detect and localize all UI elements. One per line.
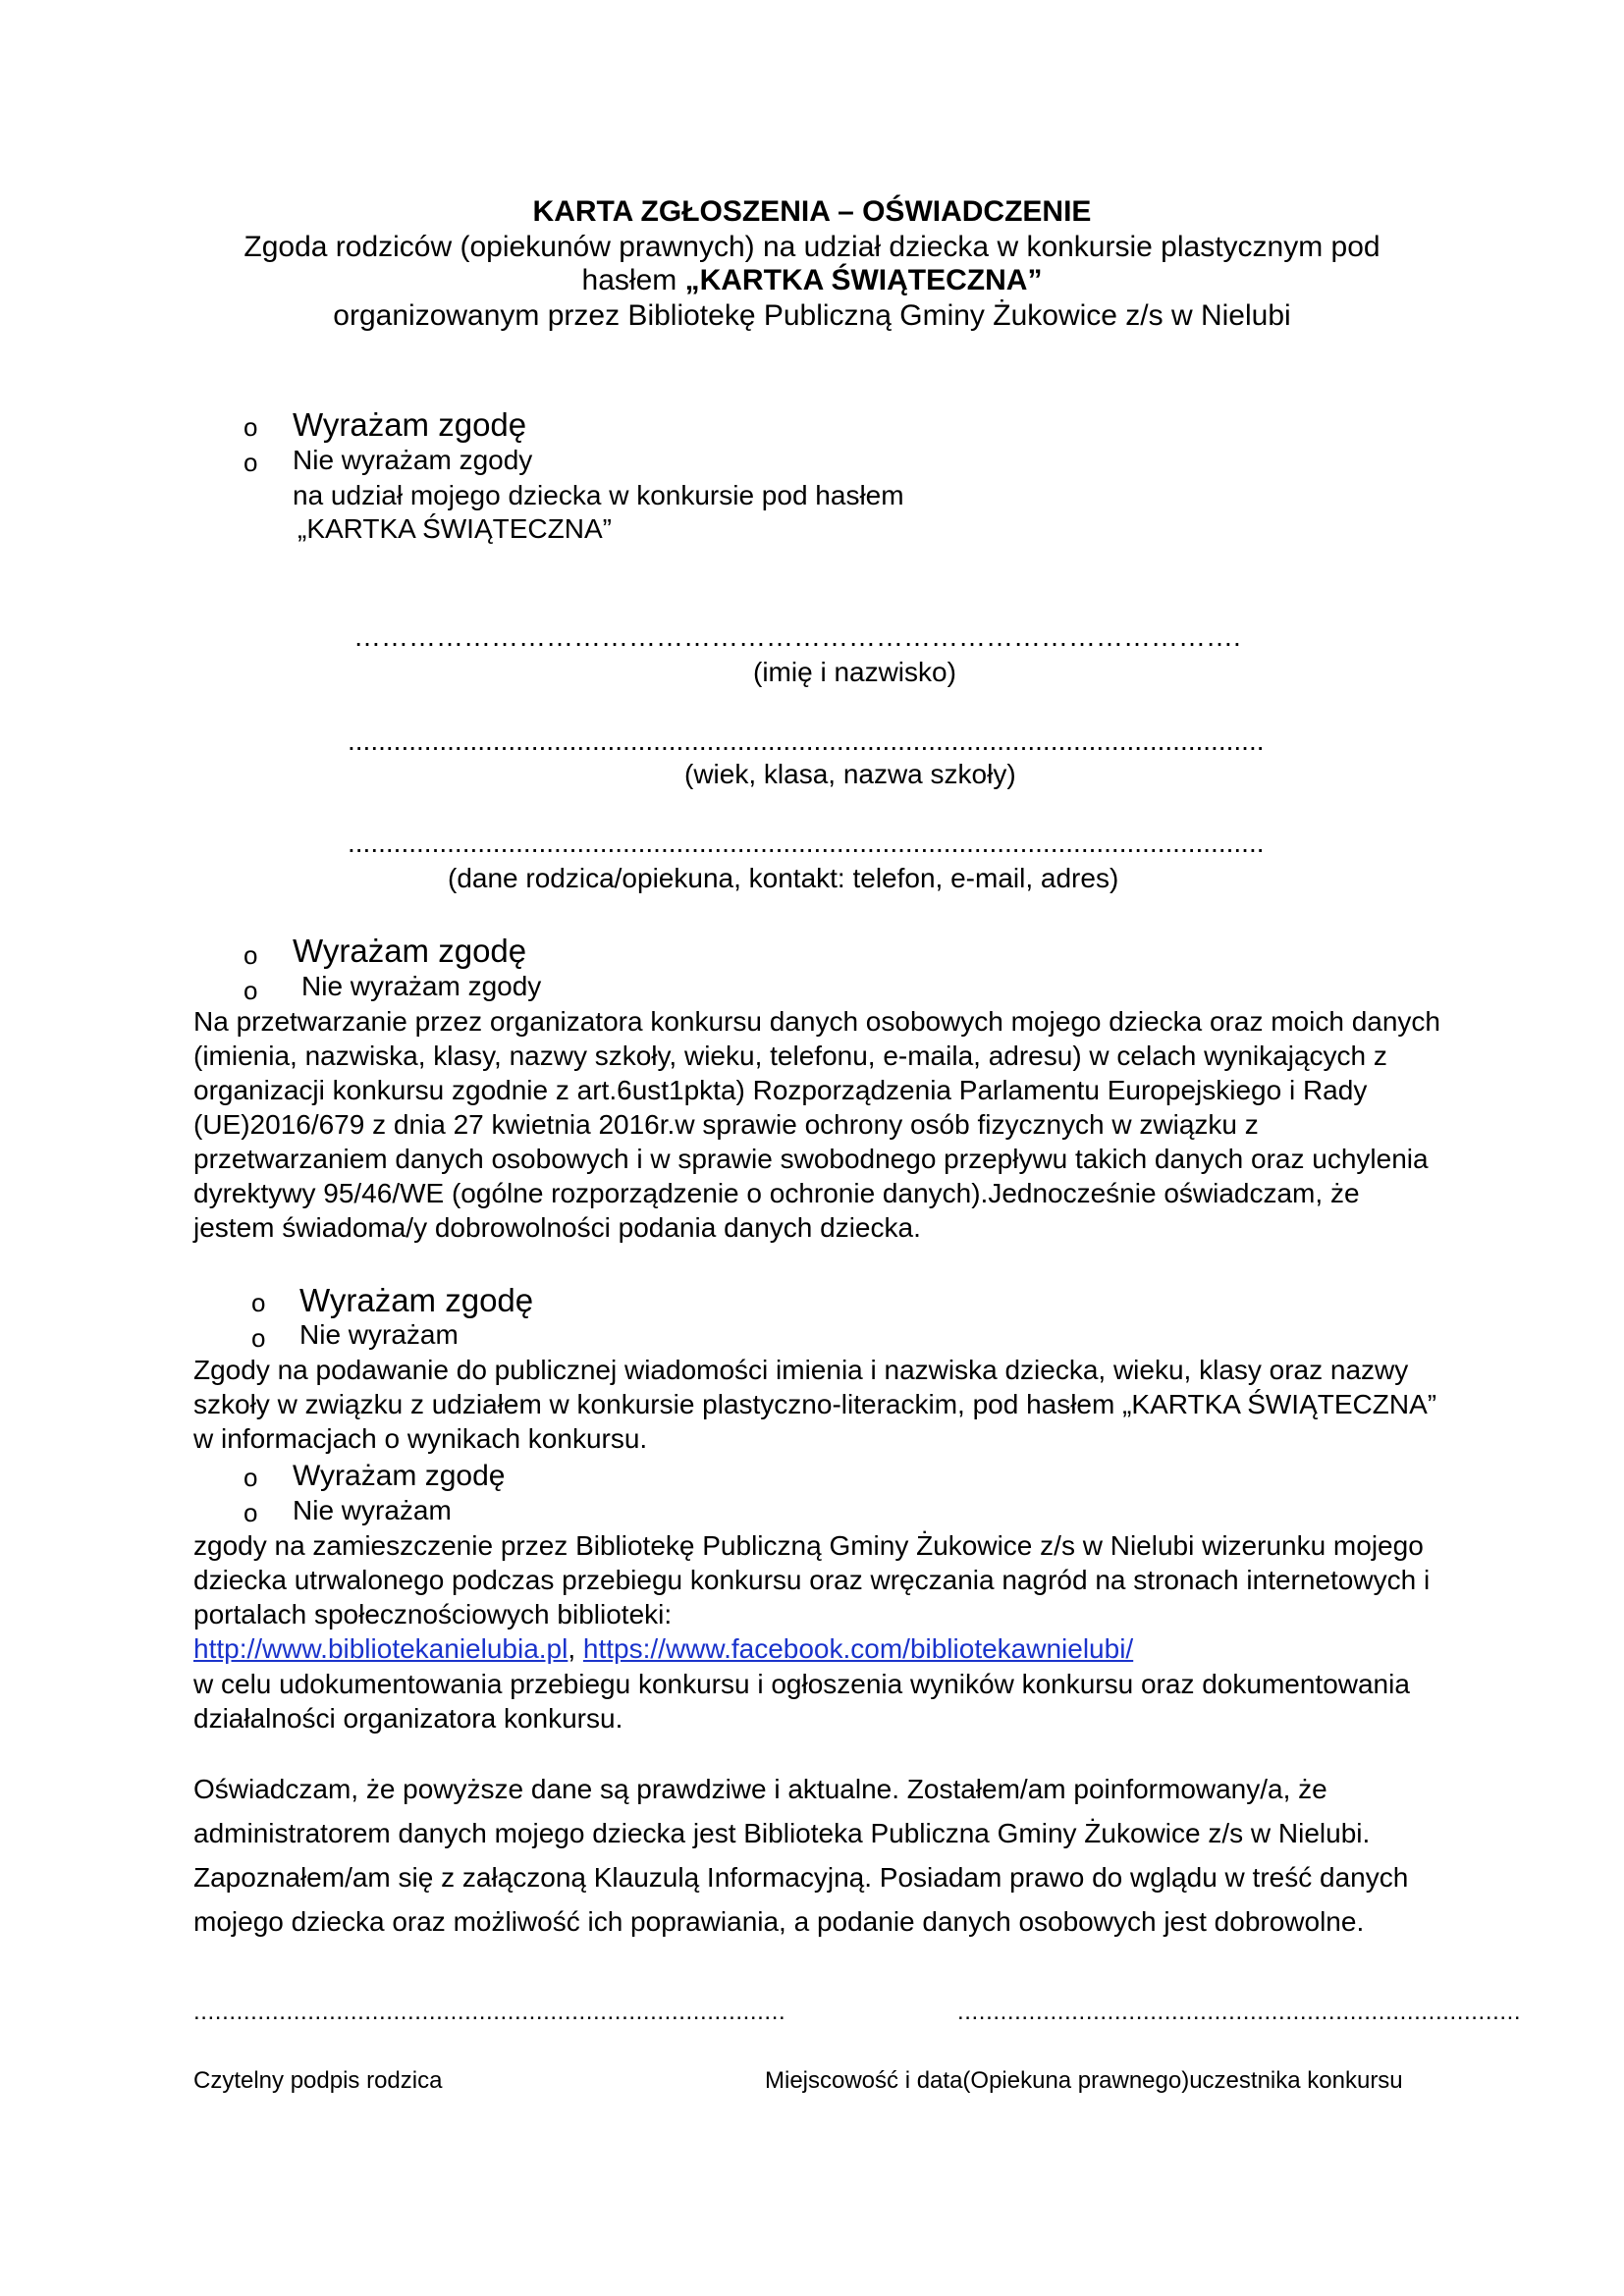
participation-contest-name: „KARTKA ŚWIĄTECZNA”	[298, 513, 612, 544]
parent-signature-line[interactable]: ...................................................................................	[193, 1999, 786, 2025]
checkbox-bullet[interactable]: o	[251, 1323, 266, 1353]
library-links	[193, 1632, 1133, 1666]
option-consent-publication[interactable]: Wyrażam zgodę	[299, 1282, 534, 1318]
checkbox-bullet[interactable]: o	[244, 940, 258, 970]
name-field-line[interactable]: …………………………………………………………………………………….	[353, 621, 1241, 652]
image-purpose-text: w celu udokumentowania przebiegu konkursu i ogłoszenia wyników konkursu oraz dokumentowania działalności organizatora konkursu.	[193, 1669, 1410, 1734]
data-processing-text: Na przetwarzanie przez organizatora konkursu danych osobowych mojego dziecka oraz moich danych (imienia, nazwiska, klasy, nazwy szkoły, wieku, telefonu, e-maila, adresu) w celach wynikających z organizacji konkursu zgodnie z art.6ust1pkta) Rozporządzenia Parlamentu Europejskiego i Rady (UE)2016/679 z dnia 27 kwietnia 2016r.w sprawie ochrony osób fizycznych w związku z przetwarzaniem danych osobowych i w sprawie swobodnego przepływu takich danych oraz uchylenia dyrektywy 95/46/WE (ogólne rozporządzenie o ochronie danych).Jednocześnie oświadczam, że jestem świadoma/y dobrowolności podania danych dziecka.	[193, 1006, 1440, 1243]
checkbox-bullet[interactable]: o	[244, 976, 258, 1005]
option-no-consent-participation[interactable]: Nie wyrażam zgody	[293, 445, 533, 475]
place-date-label: Miejscowość i data(Opiekuna prawnego)uczestnika konkursu	[765, 2067, 1403, 2094]
option-consent-participation[interactable]: Wyrażam zgodę	[293, 406, 527, 443]
option-consent-data-processing[interactable]: Wyrażam zgodę	[293, 933, 527, 969]
link-separator: ,	[568, 1633, 583, 1664]
school-field-label: (wiek, klasa, nazwa szkoły)	[684, 759, 1016, 789]
library-website-link[interactable]: http://www.bibliotekanielubia.pl	[193, 1633, 568, 1664]
place-date-line[interactable]: ...............................................................................	[957, 1999, 1522, 2025]
library-facebook-link[interactable]: https://www.facebook.com/bibliotekawnielubi/	[582, 1633, 1134, 1664]
document-title: KARTA ZGŁOSZENIA – OŚWIADCZENIE	[532, 195, 1092, 228]
contest-name: „KARTKA ŚWIĄTECZNA”	[684, 264, 1043, 296]
parent-field-label: (dane rodzica/opiekuna, kontakt: telefon, e-mail, adres)	[448, 863, 1119, 893]
image-consent-text: zgody na zamieszczenie przez Bibliotekę Publiczną Gminy Żukowice z/s w Nielubi wizerunku mojego dziecka utrwalonego podczas przebiegu konkursu oraz wręczania nagród na stronach internetowych i portalach społecznościowych biblioteki:	[193, 1530, 1431, 1629]
subtitle-line-2	[0, 263, 1624, 298]
declaration-text: Oświadczam, że powyższe dane są prawdziwe i aktualne. Zostałem/am poinformowany/a, że administratorem danych mojego dziecka jest Biblioteka Publiczna Gminy Żukowice z/s w Nielubi. Zapoznałem/am się z załączoną Klauzulą Informacyjną. Posiadam prawo do wglądu w treść danych mojego dziecka oraz możliwość ich poprawiania, a podanie danych osobowych jest dobrowolne.	[193, 1774, 1409, 1937]
checkbox-bullet[interactable]: o	[244, 448, 258, 477]
parent-signature-label: Czytelny podpis rodzica	[193, 2067, 443, 2094]
checkbox-bullet[interactable]: o	[251, 1288, 266, 1317]
option-no-consent-data-processing[interactable]: Nie wyrażam zgody	[301, 971, 542, 1001]
option-consent-image[interactable]: Wyrażam zgodę	[293, 1460, 506, 1492]
option-no-consent-image[interactable]: Nie wyrażam	[293, 1495, 452, 1525]
name-field-label: (imię i nazwisko)	[753, 657, 956, 687]
checkbox-bullet[interactable]: o	[244, 1463, 258, 1492]
checkbox-bullet[interactable]: o	[244, 1498, 258, 1527]
subtitle-prefix: hasłem	[581, 264, 685, 296]
parent-field-line[interactable]: ........................................................................................................................	[348, 828, 1265, 858]
option-no-consent-publication[interactable]: Nie wyrażam	[299, 1319, 459, 1350]
publication-text: Zgody na podawanie do publicznej wiadomości imienia i nazwiska dziecka, wieku, klasy oraz nazwy szkoły w związku z udziałem w konkursie plastyczno-literackim, pod hasłem „KARTKA ŚWIĄTECZNA” w informacjach o wynikach konkursu.	[193, 1355, 1437, 1454]
subtitle-line-1: Zgoda rodziców (opiekunów prawnych) na udział dziecka w konkursie plastycznym pod	[244, 231, 1380, 263]
participation-text: na udział mojego dziecka w konkursie pod hasłem	[293, 480, 904, 510]
subtitle-line-3: organizowanym przez Bibliotekę Publiczną Gminy Żukowice z/s w Nielubi	[333, 299, 1291, 332]
school-field-line[interactable]: ........................................................................................................................	[348, 725, 1265, 756]
checkbox-bullet[interactable]: o	[244, 412, 258, 442]
